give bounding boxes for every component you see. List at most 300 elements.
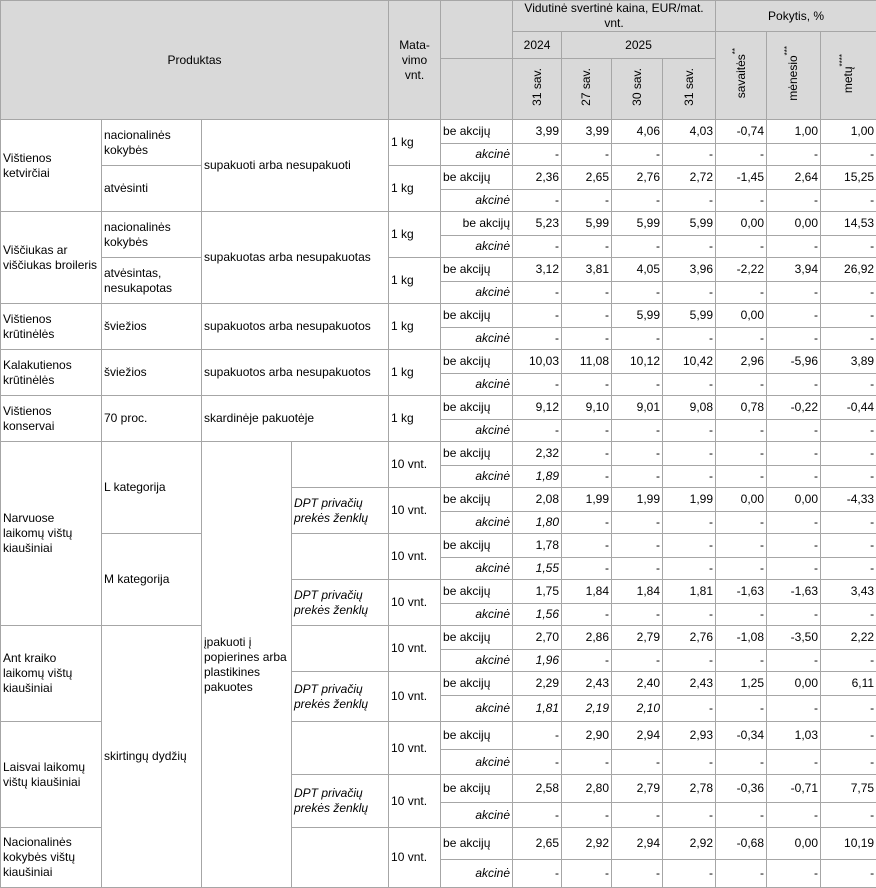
- egg-packaging: įpakuoti į popierines arba plastikines pakuotes: [202, 442, 292, 888]
- cell: -: [562, 860, 612, 888]
- cell: 1,99: [612, 488, 663, 512]
- cell: -: [562, 420, 612, 442]
- row-label-promo: akcinė: [441, 282, 513, 304]
- product-unit: 1 kg: [389, 120, 441, 166]
- cell: 9,01: [612, 396, 663, 420]
- cell: -0,44: [821, 396, 876, 420]
- cell: -: [716, 650, 767, 672]
- cell: -: [663, 512, 716, 534]
- cell: -: [562, 304, 612, 328]
- cell: 1,00: [767, 120, 821, 144]
- cell: 4,03: [663, 120, 716, 144]
- header-unit: Mata-vimo vnt.: [389, 1, 441, 120]
- cell: 10,12: [612, 350, 663, 374]
- cell: 0,00: [716, 488, 767, 512]
- cell: -: [767, 420, 821, 442]
- cell: 6,11: [821, 672, 876, 696]
- table-row: [1, 212, 876, 236]
- cell: -: [716, 420, 767, 442]
- product-quality: šviežios: [102, 304, 202, 350]
- cell: -: [767, 304, 821, 328]
- cell: 2,32: [513, 442, 562, 466]
- cell: 2,08: [513, 488, 562, 512]
- cell: -: [612, 604, 663, 626]
- product-quality: nacionalinės kokybės: [102, 212, 202, 258]
- cell: -: [767, 604, 821, 626]
- cell: -4,33: [821, 488, 876, 512]
- cell: -: [562, 604, 612, 626]
- cell: -: [562, 236, 612, 258]
- header-week-2025-30: 30 sav.: [612, 59, 663, 120]
- cell: 5,99: [663, 212, 716, 236]
- cell: 3,89: [821, 350, 876, 374]
- product-unit: 10 vnt.: [389, 626, 441, 672]
- row-label-no-promo: be akcijų: [441, 626, 513, 650]
- row-label-promo: akcinė: [441, 374, 513, 396]
- cell: -: [821, 144, 876, 166]
- cell: -: [513, 750, 562, 775]
- cell: -: [663, 750, 716, 775]
- cell: -: [716, 604, 767, 626]
- table-row: [1, 396, 876, 420]
- product-unit: 10 vnt.: [389, 488, 441, 534]
- cell: -1,63: [767, 580, 821, 604]
- row-label-no-promo: be akcijų: [441, 828, 513, 860]
- product-name: Vištienos krūtinėlės: [1, 304, 102, 350]
- cell: -: [663, 696, 716, 722]
- table-row: [1, 166, 876, 190]
- cell: 2,80: [562, 775, 612, 803]
- cell: -: [513, 374, 562, 396]
- product-quality: atvėsintas, nesukapotas: [102, 258, 202, 304]
- cell: 5,99: [612, 304, 663, 328]
- cell: 1,25: [716, 672, 767, 696]
- product-packaging: supakuotas arba nesupakuotas: [202, 212, 389, 304]
- header-change: Pokytis, %: [716, 1, 876, 32]
- product-quality: šviežios: [102, 350, 202, 396]
- cell: -: [767, 803, 821, 828]
- cell: -: [716, 558, 767, 580]
- cell: -: [562, 466, 612, 488]
- table-row: [1, 120, 876, 144]
- cell: 2,19: [562, 696, 612, 722]
- cell: 2,94: [612, 722, 663, 750]
- cell: 9,10: [562, 396, 612, 420]
- cell: 1,80: [513, 512, 562, 534]
- cell: -: [663, 534, 716, 558]
- cell: -0,68: [716, 828, 767, 860]
- row-label-promo: akcinė: [441, 236, 513, 258]
- cell: 2,92: [663, 828, 716, 860]
- cell: 26,92: [821, 258, 876, 282]
- cell: 1,75: [513, 580, 562, 604]
- row-label-promo: akcinė: [441, 860, 513, 888]
- cell: 2,58: [513, 775, 562, 803]
- cell: -: [716, 860, 767, 888]
- cell: -: [821, 860, 876, 888]
- cell: -: [612, 512, 663, 534]
- product-packaging: skardinėje pakuotėje: [202, 396, 389, 442]
- cell: -: [821, 374, 876, 396]
- row-label-no-promo: be akcijų: [441, 350, 513, 374]
- cell: 1,96: [513, 650, 562, 672]
- product-unit: 10 vnt.: [389, 828, 441, 888]
- product-name: Viščiukas ar viščiukas broileris: [1, 212, 102, 304]
- cell: 2,10: [612, 696, 663, 722]
- cell: -: [821, 442, 876, 466]
- row-label-no-promo: be akcijų: [441, 534, 513, 558]
- cell: -: [513, 722, 562, 750]
- cell: -: [716, 190, 767, 212]
- cell: -: [716, 750, 767, 775]
- egg-brand-blank: [292, 442, 389, 488]
- cell: 1,81: [663, 580, 716, 604]
- cell: -: [716, 534, 767, 558]
- egg-product-name: Narvuose laikomų vištų kiaušiniai: [1, 442, 102, 626]
- cell: -: [562, 328, 612, 350]
- product-packaging: supakuotos arba nesupakuotos: [202, 350, 389, 396]
- cell: -5,96: [767, 350, 821, 374]
- cell: -: [716, 144, 767, 166]
- cell: -: [716, 466, 767, 488]
- cell: -: [612, 282, 663, 304]
- cell: -: [562, 803, 612, 828]
- header-product: Produktas: [1, 1, 389, 120]
- cell: -: [821, 534, 876, 558]
- cell: -: [513, 236, 562, 258]
- cell: 10,42: [663, 350, 716, 374]
- cell: -: [562, 558, 612, 580]
- cell: -: [767, 750, 821, 775]
- cell: -: [767, 144, 821, 166]
- cell: -: [612, 236, 663, 258]
- product-unit: 10 vnt.: [389, 534, 441, 580]
- cell: -: [612, 650, 663, 672]
- cell: -: [767, 650, 821, 672]
- cell: -: [716, 803, 767, 828]
- cell: -: [716, 512, 767, 534]
- cell: -: [562, 534, 612, 558]
- cell: 2,93: [663, 722, 716, 750]
- cell: -: [612, 374, 663, 396]
- header-avg-price: Vidutinė svertinė kaina, EUR/mat. vnt.: [513, 1, 716, 32]
- cell: 1,55: [513, 558, 562, 580]
- cell: -: [821, 722, 876, 750]
- cell: -0,22: [767, 396, 821, 420]
- cell: -: [663, 190, 716, 212]
- product-name: Kalakutienos krūtinėlės: [1, 350, 102, 396]
- cell: 3,94: [767, 258, 821, 282]
- cell: 0,00: [767, 672, 821, 696]
- cell: -: [513, 328, 562, 350]
- row-label-promo: akcinė: [441, 750, 513, 775]
- cell: -: [821, 604, 876, 626]
- cell: -: [716, 696, 767, 722]
- cell: 0,00: [716, 212, 767, 236]
- cell: -: [767, 236, 821, 258]
- row-label-no-promo: be akcijų: [441, 212, 513, 236]
- header-week-2025-27: 27 sav.: [562, 59, 612, 120]
- header-year-2025: 2025: [562, 32, 716, 59]
- cell: -: [767, 190, 821, 212]
- product-unit: 1 kg: [389, 396, 441, 442]
- cell: 2,43: [562, 672, 612, 696]
- cell: 3,99: [513, 120, 562, 144]
- cell: 0,00: [767, 488, 821, 512]
- cell: 1,03: [767, 722, 821, 750]
- row-label-no-promo: be akcijų: [441, 488, 513, 512]
- product-packaging: supakuotos arba nesupakuotos: [202, 304, 389, 350]
- cell: -: [562, 190, 612, 212]
- row-label-promo: akcinė: [441, 144, 513, 166]
- product-unit: 10 vnt.: [389, 442, 441, 488]
- cell: -: [612, 190, 663, 212]
- cell: -: [612, 328, 663, 350]
- cell: -: [612, 534, 663, 558]
- cell: -: [513, 803, 562, 828]
- egg-brand-blank: [292, 828, 389, 888]
- row-label-no-promo: be akcijų: [441, 258, 513, 282]
- row-label-promo: akcinė: [441, 604, 513, 626]
- cell: -: [663, 420, 716, 442]
- row-label-promo: akcinė: [441, 512, 513, 534]
- cell: -: [562, 512, 612, 534]
- table-row: [1, 258, 876, 282]
- row-label-promo: akcinė: [441, 696, 513, 722]
- cell: -1,45: [716, 166, 767, 190]
- cell: 5,99: [562, 212, 612, 236]
- egg-category: M kategorija: [102, 534, 202, 626]
- cell: 2,78: [663, 775, 716, 803]
- cell: -: [663, 374, 716, 396]
- cell: -: [767, 374, 821, 396]
- cell: -: [767, 534, 821, 558]
- cell: 1,78: [513, 534, 562, 558]
- product-unit: 10 vnt.: [389, 672, 441, 722]
- product-unit: 10 vnt.: [389, 580, 441, 626]
- cell: -: [513, 144, 562, 166]
- cell: -: [821, 420, 876, 442]
- cell: -0,71: [767, 775, 821, 803]
- egg-brand-blank: [292, 626, 389, 672]
- table-row: [1, 304, 876, 328]
- cell: -0,34: [716, 722, 767, 750]
- header-yearly: metų****: [821, 32, 876, 120]
- row-label-no-promo: be akcijų: [441, 672, 513, 696]
- table-row: [1, 350, 876, 374]
- cell: 1,00: [821, 120, 876, 144]
- cell: 0,78: [716, 396, 767, 420]
- row-label-no-promo: be akcijų: [441, 166, 513, 190]
- cell: -: [562, 442, 612, 466]
- egg-brand-dpt: DPT privačių prekės ženklų: [292, 672, 389, 722]
- header-monthly: mėnesio***: [767, 32, 821, 120]
- cell: -: [513, 860, 562, 888]
- cell: -: [663, 803, 716, 828]
- egg-product-name: Laisvai laikomų vištų kiaušiniai: [1, 722, 102, 828]
- table-row: [1, 626, 876, 650]
- header-blank: [441, 1, 513, 59]
- cell: 3,81: [562, 258, 612, 282]
- cell: 3,43: [821, 580, 876, 604]
- header-week-2025-31: 31 sav.: [663, 59, 716, 120]
- cell: -: [767, 466, 821, 488]
- row-label-no-promo: be akcijų: [441, 580, 513, 604]
- row-label-no-promo: be akcijų: [441, 775, 513, 803]
- cell: -: [562, 144, 612, 166]
- cell: -: [663, 442, 716, 466]
- cell: 10,03: [513, 350, 562, 374]
- cell: -0,74: [716, 120, 767, 144]
- product-unit: 10 vnt.: [389, 722, 441, 775]
- cell: -: [663, 604, 716, 626]
- cell: -: [562, 650, 612, 672]
- cell: -1,63: [716, 580, 767, 604]
- cell: -: [821, 282, 876, 304]
- product-quality: nacionalinės kokybės: [102, 120, 202, 166]
- egg-brand-blank: [292, 722, 389, 775]
- cell: -: [767, 328, 821, 350]
- row-label-promo: akcinė: [441, 650, 513, 672]
- row-label-no-promo: be akcijų: [441, 722, 513, 750]
- cell: 10,19: [821, 828, 876, 860]
- cell: 2,43: [663, 672, 716, 696]
- product-quality: atvėsinti: [102, 166, 202, 212]
- row-label-no-promo: be akcijų: [441, 396, 513, 420]
- row-label-promo: akcinė: [441, 466, 513, 488]
- product-unit: 1 kg: [389, 166, 441, 212]
- product-unit: 1 kg: [389, 212, 441, 258]
- row-label-no-promo: be akcijų: [441, 304, 513, 328]
- cell: 1,81: [513, 696, 562, 722]
- cell: -: [821, 558, 876, 580]
- cell: 0,00: [767, 828, 821, 860]
- cell: -: [821, 750, 876, 775]
- cell: -: [821, 304, 876, 328]
- cell: -: [663, 236, 716, 258]
- cell: 1,84: [562, 580, 612, 604]
- cell: -: [513, 304, 562, 328]
- egg-product-name: Ant kraiko laikomų vištų kiaušiniai: [1, 626, 102, 722]
- cell: -: [612, 558, 663, 580]
- cell: 2,36: [513, 166, 562, 190]
- cell: 3,99: [562, 120, 612, 144]
- cell: 4,05: [612, 258, 663, 282]
- cell: 7,75: [821, 775, 876, 803]
- cell: -: [513, 190, 562, 212]
- cell: -: [562, 750, 612, 775]
- cell: 2,92: [562, 828, 612, 860]
- cell: 3,96: [663, 258, 716, 282]
- cell: -: [612, 420, 663, 442]
- product-name: Vištienos konservai: [1, 396, 102, 442]
- row-label-promo: akcinė: [441, 420, 513, 442]
- cell: 2,86: [562, 626, 612, 650]
- egg-size: skirtingų dydžių: [102, 626, 202, 888]
- cell: 2,76: [663, 626, 716, 650]
- cell: -: [612, 803, 663, 828]
- egg-brand-dpt: DPT privačių prekės ženklų: [292, 580, 389, 626]
- cell: -: [562, 374, 612, 396]
- cell: -: [716, 236, 767, 258]
- cell: -: [821, 803, 876, 828]
- cell: 1,99: [562, 488, 612, 512]
- cell: -: [716, 374, 767, 396]
- cell: 1,99: [663, 488, 716, 512]
- cell: -: [767, 860, 821, 888]
- header-year-2024: 2024: [513, 32, 562, 59]
- cell: 2,40: [612, 672, 663, 696]
- cell: 2,65: [562, 166, 612, 190]
- cell: 5,99: [663, 304, 716, 328]
- cell: 3,12: [513, 258, 562, 282]
- cell: -: [716, 328, 767, 350]
- egg-brand-blank: [292, 534, 389, 580]
- row-label-promo: akcinė: [441, 190, 513, 212]
- cell: 1,89: [513, 466, 562, 488]
- cell: -: [612, 442, 663, 466]
- cell: -: [663, 650, 716, 672]
- header-weekly: savaitės**: [716, 32, 767, 120]
- cell: 2,70: [513, 626, 562, 650]
- cell: -: [821, 236, 876, 258]
- cell: -: [767, 558, 821, 580]
- cell: 11,08: [562, 350, 612, 374]
- cell: -: [663, 860, 716, 888]
- table-row: [1, 442, 876, 466]
- cell: 2,65: [513, 828, 562, 860]
- cell: 2,96: [716, 350, 767, 374]
- cell: -: [767, 442, 821, 466]
- row-label-no-promo: be akcijų: [441, 442, 513, 466]
- egg-category: L kategorija: [102, 442, 202, 534]
- cell: 4,06: [612, 120, 663, 144]
- cell: -: [562, 282, 612, 304]
- egg-brand-dpt: DPT privačių prekės ženklų: [292, 775, 389, 828]
- cell: -: [767, 282, 821, 304]
- cell: -: [821, 328, 876, 350]
- product-unit: 1 kg: [389, 258, 441, 304]
- cell: 5,99: [612, 212, 663, 236]
- cell: -1,08: [716, 626, 767, 650]
- cell: 14,53: [821, 212, 876, 236]
- cell: 2,79: [612, 626, 663, 650]
- cell: -2,22: [716, 258, 767, 282]
- cell: -: [821, 696, 876, 722]
- cell: 2,76: [612, 166, 663, 190]
- cell: -: [821, 190, 876, 212]
- cell: -: [663, 466, 716, 488]
- cell: -: [716, 442, 767, 466]
- cell: -: [513, 420, 562, 442]
- product-unit: 10 vnt.: [389, 775, 441, 828]
- egg-brand-dpt: DPT privačių prekės ženklų: [292, 488, 389, 534]
- cell: -: [716, 282, 767, 304]
- cell: -: [663, 328, 716, 350]
- cell: 1,56: [513, 604, 562, 626]
- cell: -: [663, 558, 716, 580]
- row-label-promo: akcinė: [441, 328, 513, 350]
- cell: 2,72: [663, 166, 716, 190]
- product-quality: 70 proc.: [102, 396, 202, 442]
- cell: 2,64: [767, 166, 821, 190]
- cell: -: [767, 696, 821, 722]
- header-week-2024-31: 31 sav.: [513, 59, 562, 120]
- cell: -: [612, 466, 663, 488]
- row-label-no-promo: be akcijų: [441, 120, 513, 144]
- cell: 9,12: [513, 396, 562, 420]
- cell: -3,50: [767, 626, 821, 650]
